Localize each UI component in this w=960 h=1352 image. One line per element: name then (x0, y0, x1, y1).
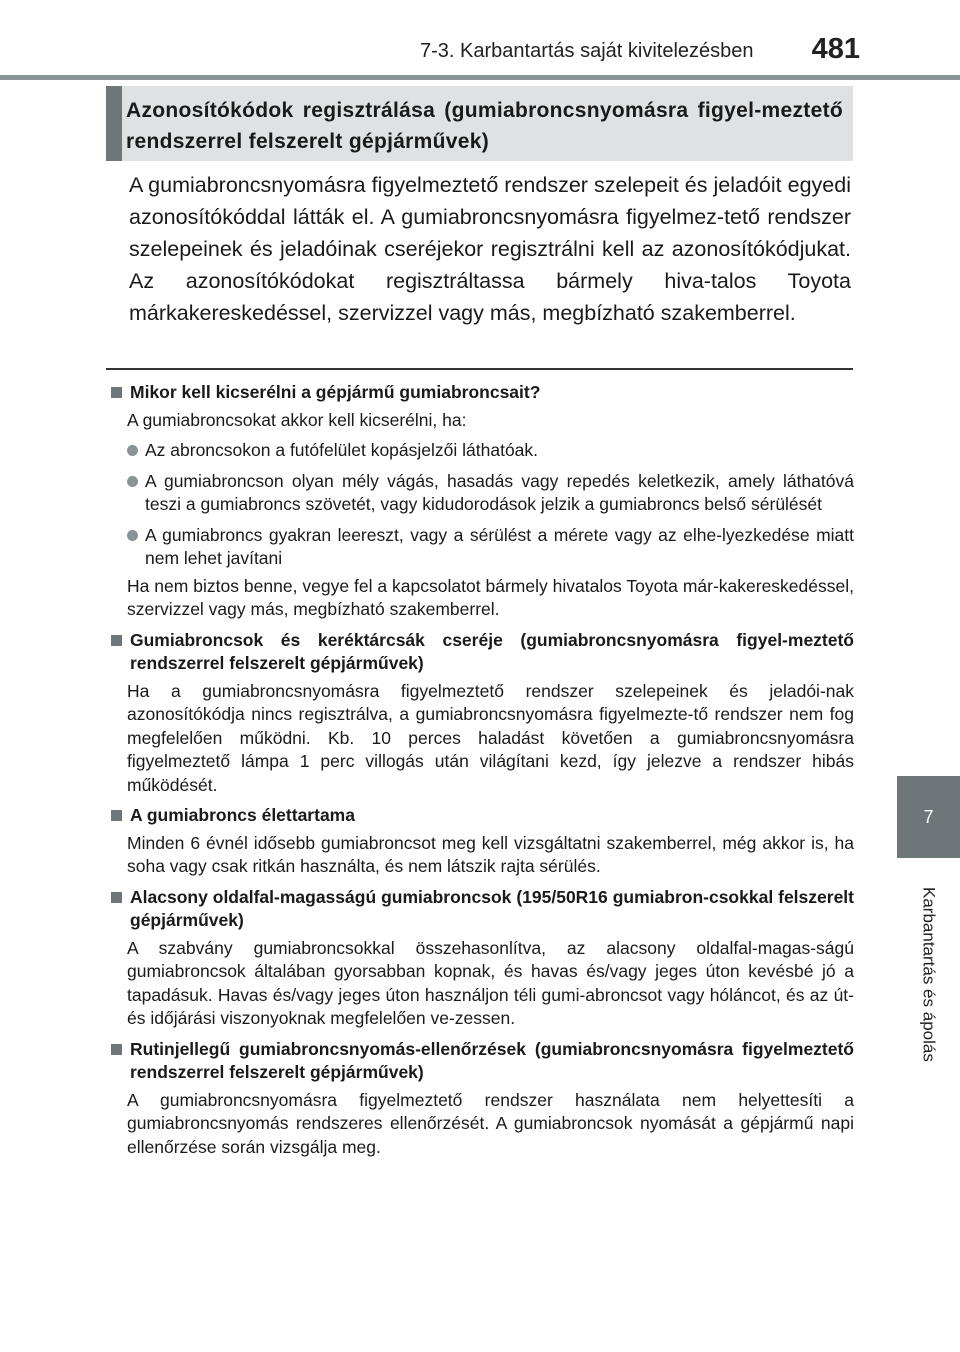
square-bullet-icon (111, 387, 122, 398)
list-item (127, 524, 854, 571)
square-bullet-icon (111, 810, 122, 821)
chapter-tab: 7 (897, 776, 960, 858)
note-heading-text: A gumiabroncs élettartama (130, 805, 355, 825)
header-section-title: 7-3. Karbantartás saját kivitelezésben (420, 40, 754, 62)
square-bullet-icon (111, 1044, 122, 1055)
note-paragraph: A gumiabroncsokat akkor kell kicserélni, ha: (127, 409, 467, 430)
note-heading (108, 629, 854, 676)
chapter-tab-label: Karbantartás és ápolás (919, 886, 939, 1062)
note-paragraph: Ha a gumiabroncsnyomásra figyelmeztető rendszer szelepeinek és jeladói-nak azonosítókódja nincs regisztrálva, a gumiabroncsnyomásra figyelmezte-tő rendszer nem fog megfelelően működni. Kb. 10 perces haladást követően a gumiabroncsnyomásra figyelmeztető lámpa 1 perc villogás után világítani kezd, így jelezve a rendszer hibás működését. (127, 680, 854, 795)
section-title: Azonosítókódok regisztrálása (gumiabroncsnyomásra figyel-meztető rendszerrel felszerelt gépjárművek) (126, 99, 843, 153)
list-item-text: A gumiabroncs gyakran leereszt, vagy a sérülést a mérete vagy az elhe-lyezkedése miatt nem lehet javítani (145, 524, 854, 568)
round-bullet-icon (127, 445, 138, 456)
note-heading-text: Gumiabroncsok és keréktárcsák cseréje (gumiabroncsnyomásra figyel-meztető rendszerrel felszerelt gépjárművek) (130, 629, 854, 673)
note-heading-text: Rutinjellegű gumiabroncsnyomás-ellenőrzések (gumiabroncsnyomásra figyelmeztető rendszerrel felszerelt gépjárművek) (130, 1038, 854, 1082)
note-heading-text: Mikor kell kicserélni a gépjármű gumiabroncsait? (130, 382, 541, 402)
note-paragraph: A gumiabroncsnyomásra figyelmeztető rendszer használata nem helyettesíti a gumiabroncsnyomás rendszeres ellenőrzését. A gumiabroncsok nyomását a gépjármű napi ellenőrzése során vizsgálja meg. (127, 1089, 854, 1157)
note-paragraph: Ha nem biztos benne, vegye fel a kapcsolatot bármely hivatalos Toyota már-kakereskedéssel, szervizzel vagy más, megbízható szakemberrel. (127, 575, 854, 619)
note-heading-text: Alacsony oldalfal-magasságú gumiabroncsok (195/50R16 gumiabron-csokkal felszerelt gépjárművek) (130, 886, 854, 930)
section-heading-box (106, 86, 853, 161)
note-paragraph: Minden 6 évnél idősebb gumiabroncsot meg kell vizsgáltatni szakemberrel, még akkor is, ha soha vagy csak ritkán használta, és nem látszik rajta sérülés. (127, 832, 854, 876)
note-paragraph: A szabvány gumiabroncsokkal összehasonlítva, az alacsony oldalfal-magas-ságú gumiabroncsok általában gyorsabban kopnak, és havas és/vagy jeges úton kevésbé jó a tapadásuk. Havas és/vagy jeges úton használjon téli gumi-abroncsot vagy hóláncot, és az út- és időjárási viszonyoknak megfelelően ve-zessen. (127, 937, 854, 1028)
round-bullet-icon (127, 530, 138, 541)
list-item-text: Az abroncsokon a futófelület kopásjelzői láthatóak. (145, 440, 539, 460)
notes-list (108, 381, 854, 1159)
note-heading (108, 886, 854, 933)
header-rule (0, 75, 960, 80)
section-intro: A gumiabroncsnyomásra figyelmeztető rendszer szelepeit és jeladóit egyedi azonosítókóddal látták el. A gumiabroncsnyomásra figyelmez-tető rendszer szelepeinek és jeladóinak cseréjekor regisztrálni kell az azonosítókódjukat. Az azonosítókódokat regisztráltassa bármely hiva-talos Toyota márkakereskedéssel, szervizzel vagy más, megbízható szakemberrel. (129, 173, 851, 325)
list-item (127, 439, 854, 463)
list-item (127, 470, 854, 517)
square-bullet-icon (111, 892, 122, 903)
section-divider (106, 368, 853, 370)
list-item-text: A gumiabroncson olyan mély vágás, hasadás vagy repedés keletkezik, amely láthatóvá teszi a gumiabroncs szövetét, vagy kidudorodások jelzik a gumiabroncs belső sérülését (145, 470, 854, 514)
note-heading (108, 804, 854, 828)
square-bullet-icon (111, 635, 122, 646)
note-heading (108, 381, 854, 405)
note-heading (108, 1038, 854, 1085)
page-number: 481 (811, 33, 860, 65)
chapter-tab-label-container (897, 862, 960, 1086)
round-bullet-icon (127, 476, 138, 487)
